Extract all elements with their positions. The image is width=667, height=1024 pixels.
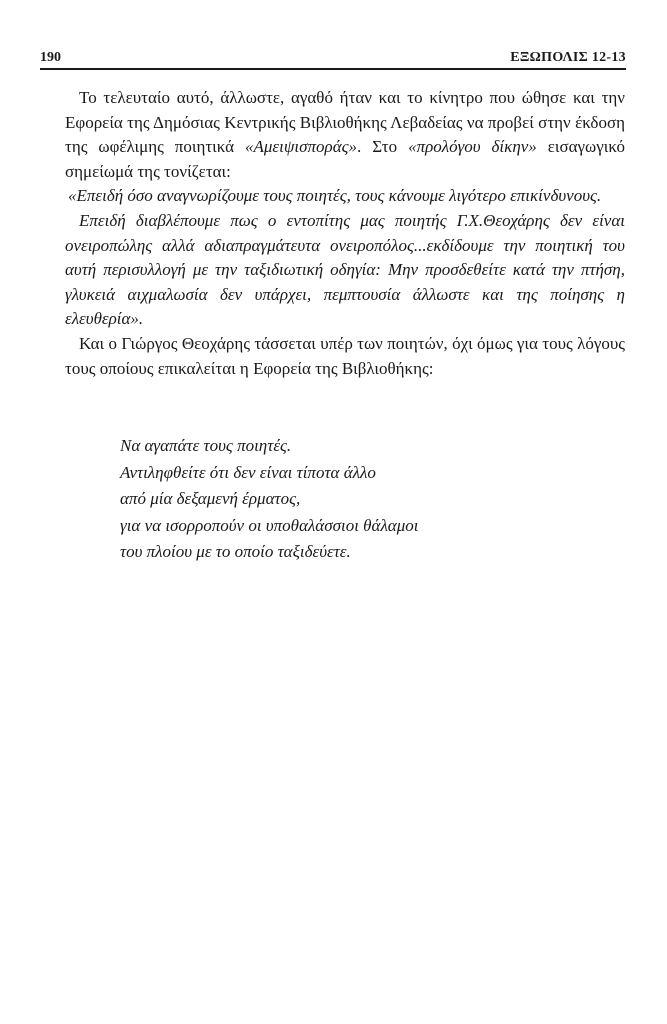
preface-title: «προλόγου δίκην»: [408, 137, 537, 157]
poem: [120, 433, 620, 566]
poem-line: από μία δεξαμενή έρματος,: [120, 489, 301, 508]
page-header: [40, 46, 626, 70]
running-head: ΕΞΩΠΟΛΙΣ 12-13: [510, 50, 626, 65]
paragraph-1-text-c: εισαγωγικό σημείωμά της τονίζεται:: [65, 137, 626, 181]
paragraph-1: [65, 86, 625, 184]
poem-line: Να αγαπάτε τους ποιητές.: [120, 436, 292, 455]
quote-paragraph-1: «Επειδή όσο αναγνωρίζουμε τους ποιητές, τους κάνουμε λιγότερο επικίνδυνους.: [68, 186, 602, 206]
paragraph-1-text-a: Το τελευταίο αυτό, άλλωστε, αγαθό ήταν και το κίνητρο που ώθησε και την Εφορεία της Δημόσιας Κεντρικής Βιβλιοθήκης Λεβαδείας να προβεί στην έκδοση της ωφέλιμης ποιητικά: [65, 88, 625, 157]
paragraph-1-text-b: . Στο: [357, 137, 409, 157]
page-number: 190: [40, 50, 61, 65]
body-text: [65, 86, 625, 381]
poem-line: Αντιληφθείτε ότι δεν είναι τίποτα άλλο: [120, 462, 376, 482]
paragraph-4: Και ο Γιώργος Θεοχάρης τάσσεται υπέρ των ποιητών, όχι όμως για τους λόγους τους οποίους επικαλείται η Εφορεία της Βιβλιοθήκης:: [65, 333, 625, 378]
quote-paragraph-2: Επειδή διαβλέπουμε πως ο εντοπίτης μας ποιητής Γ.Χ.Θεοχάρης δεν είναι ονειροπώλης αλλά αδιαπραγμάτευτα ονειροπόλος...εκδίδουμε την ποιητική του αυτή περισυλλογή με την ταξιδιωτική οδηγία: Μην προσδεθείτε κατά την πτήση, γλυκειά αιχμαλωσία δεν υπάρχει, πεμπτουσία άλλωστε και της ποίησης η ελευθερία».: [65, 210, 625, 329]
poem-line: του πλοίου με το οποίο ταξιδεύετε.: [120, 542, 351, 561]
poem-line: για να ισορροπούν οι υποθαλάσσιοι θάλαμοι: [120, 515, 419, 535]
book-title: «Αμειψισποράς»: [245, 137, 358, 157]
